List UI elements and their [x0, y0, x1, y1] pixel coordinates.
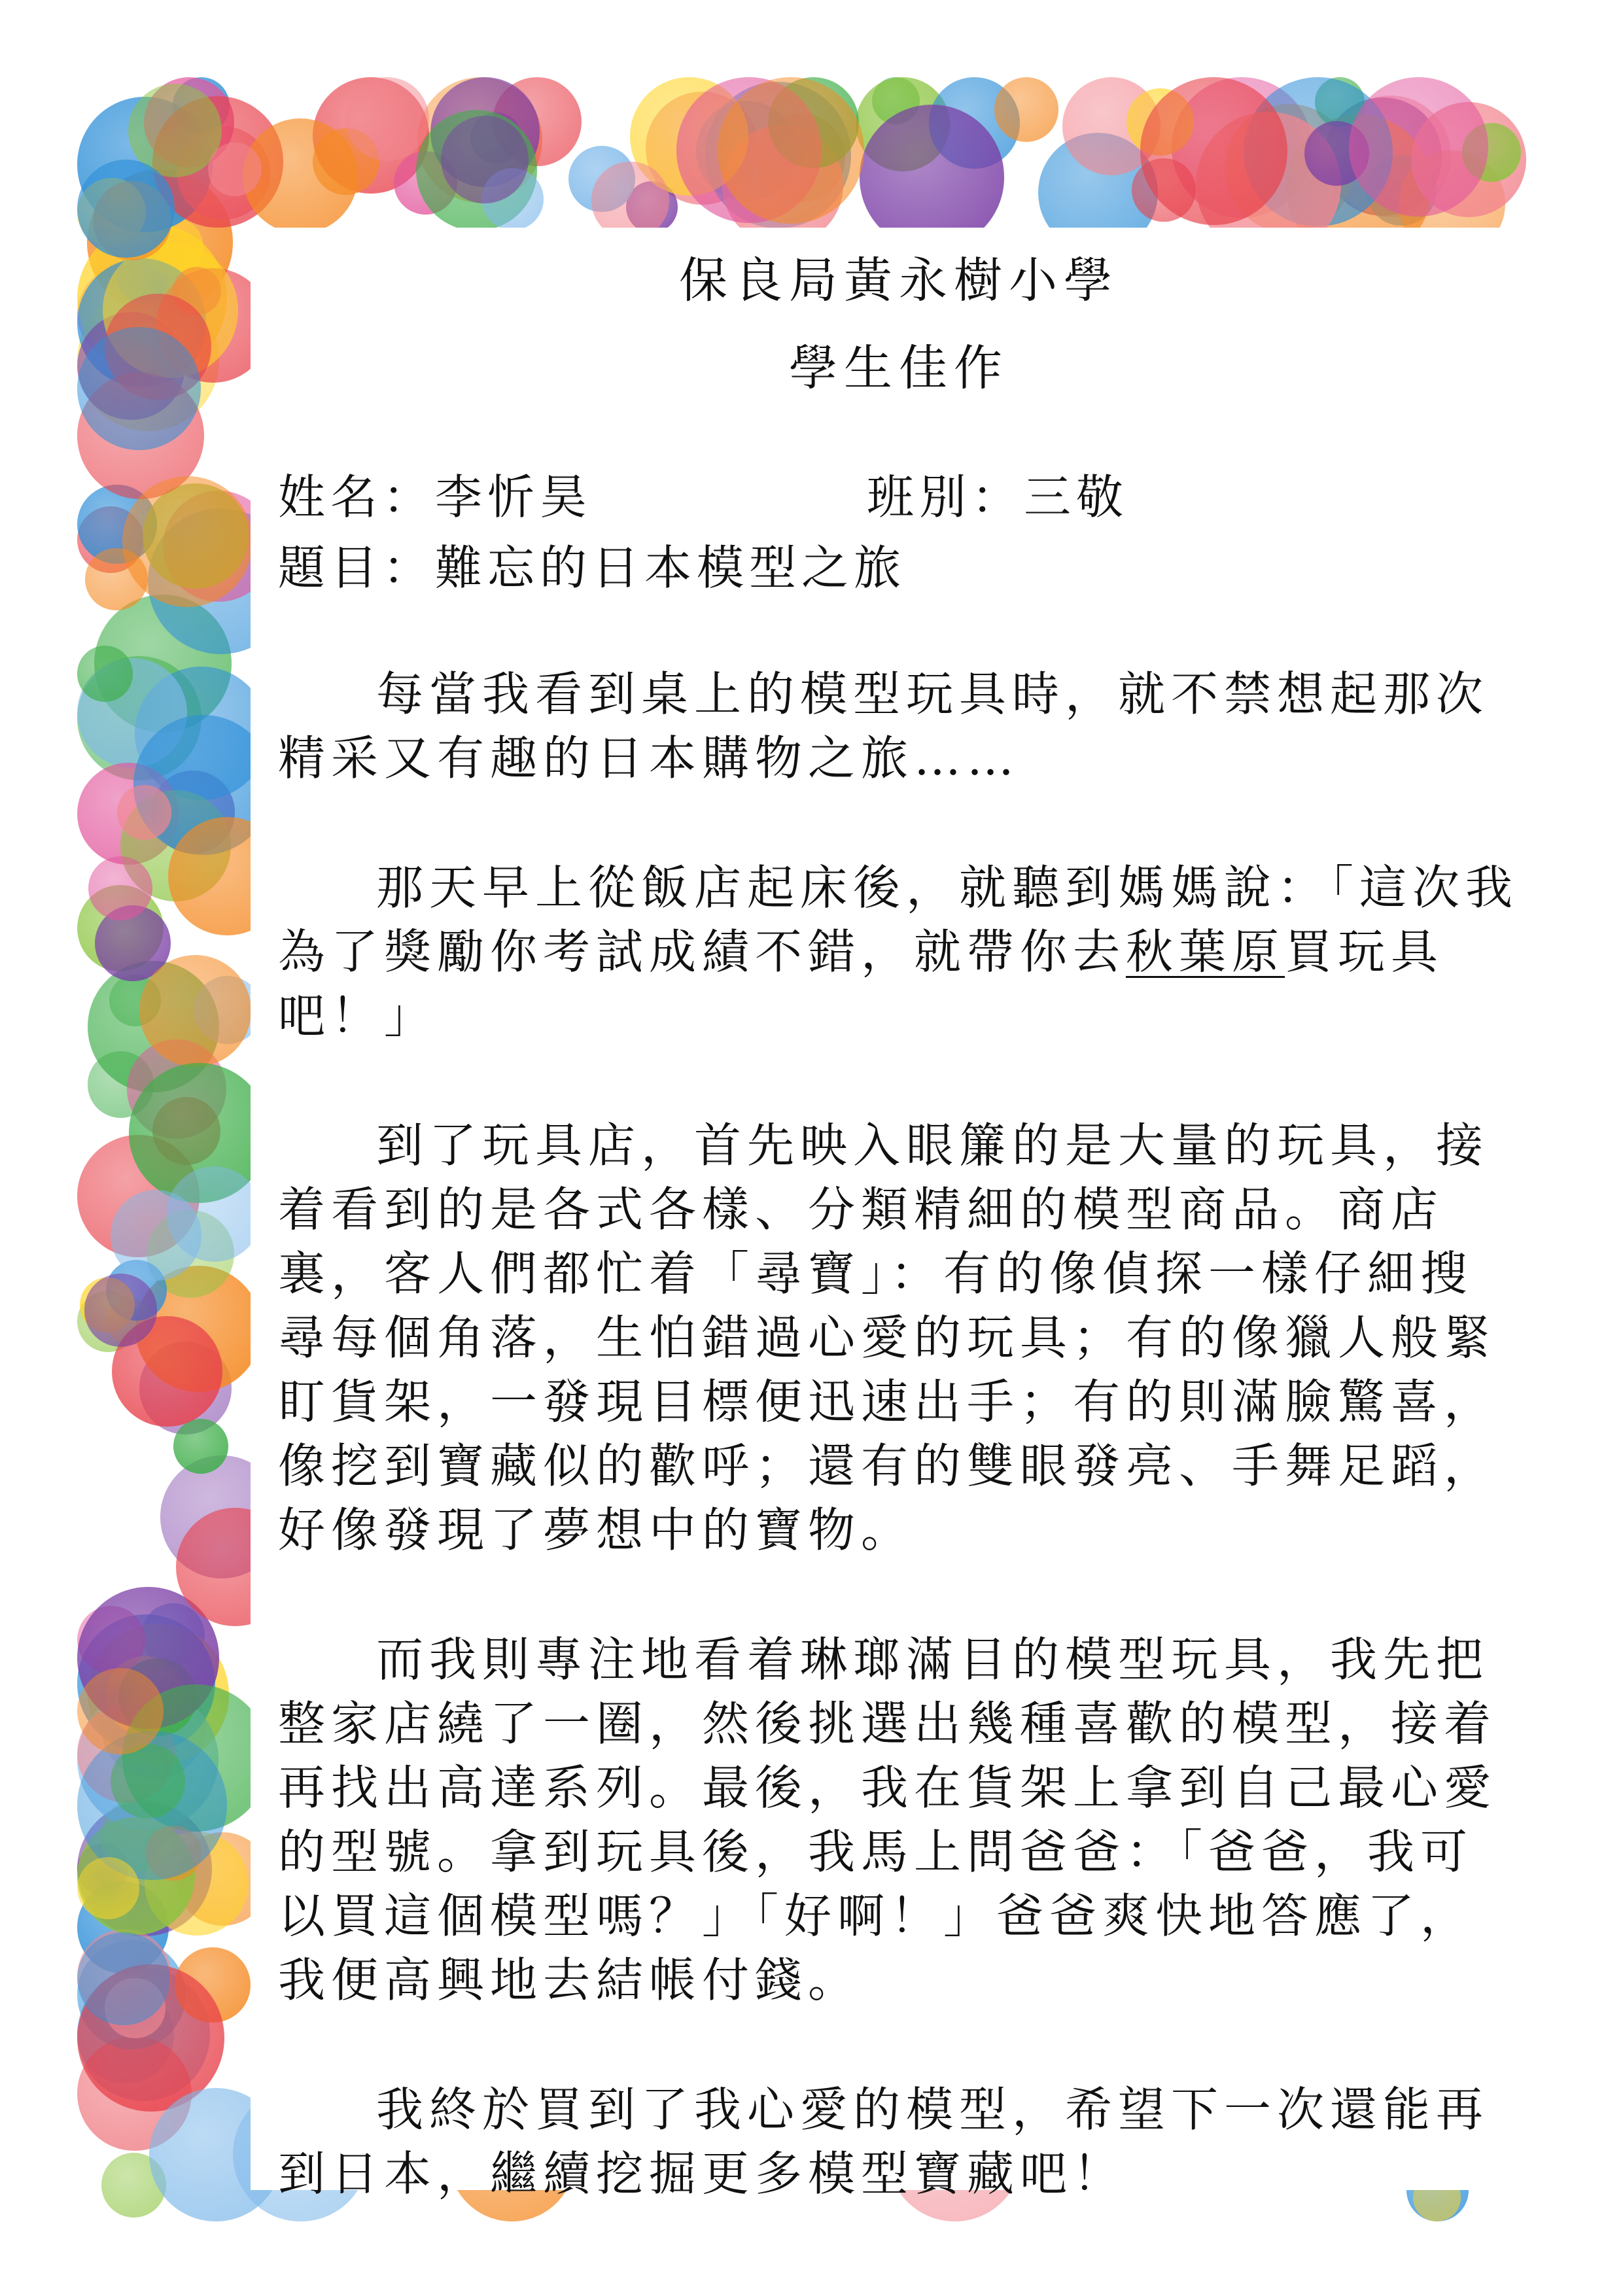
decorative-dot: [77, 327, 201, 451]
decorative-dot: [167, 1166, 262, 1262]
essay-paper: [251, 228, 1526, 2201]
decorative-dot: [173, 1419, 228, 1474]
decorative-dot: [77, 1932, 170, 2025]
decorative-dot: [111, 1744, 185, 1818]
decorative-dot: [84, 1274, 158, 1347]
decorative-dot: [345, 77, 429, 161]
paragraph-5: 我終於買到了我心愛的模型，希望下一次還能再到日本，繼續挖掘更多模型寶藏吧！: [278, 2082, 1490, 2201]
decorative-dot: [718, 77, 864, 224]
topic-row: [278, 532, 1520, 603]
decorative-dot: [88, 856, 152, 920]
decorative-dot: [1349, 77, 1488, 217]
paragraph-3: 到了玩具店，首先映入眼簾的是大量的玩具，接着看到的是各式各樣、分類精細的模型商品。商店裏，客人們都忙着「尋寶」：有的像偵探一樣仔細搜尋每個角落，生怕錯過心愛的玩具；有的像獵人般緊盯貨架，一發現目標便迅速出手；有的則滿臉驚喜，像挖到寶藏似的歡呼；還有的雙眼發亮、手舞足蹈，好像發現了夢想中的寶物。: [278, 1118, 1497, 1557]
paragraph-2-text-a: 那天早上從飯店起床後，就聽到媽媽說：「這次我為了獎勵你考試成績不錯，就帶你去: [278, 860, 1519, 979]
essay-topic: 難忘的日本模型之旅: [435, 540, 907, 595]
class-label: 班別：: [867, 470, 1024, 525]
watercolor-dot-border: [77, 77, 1539, 2221]
paragraph-2: [278, 856, 1520, 1048]
name-row: [278, 462, 1520, 532]
decorative-dot: [77, 1857, 139, 1919]
paragraph-4: 而我則專注地看着琳瑯滿目的模型玩具，我先把整家店繞了一圈，然後挑選出幾種喜歡的模型，接着再找出高達系列。最後，我在貨架上拿到自己最心愛的型號。拿到玩具後，我馬上問爸爸：「爸爸，我可以買這個模型嗎？」「好啊！」爸爸爽快地答應了，我便高興地去結帳付錢。: [278, 1632, 1497, 2008]
student-info: [278, 462, 1520, 603]
topic-label: 題目：: [278, 540, 436, 595]
decorative-dot: [77, 160, 175, 257]
paragraph-2-text-b: 買玩具吧！」: [278, 924, 1444, 1043]
decorative-dot: [77, 646, 133, 701]
page-subtitle: 學生佳作: [789, 340, 1009, 396]
decorative-dot: [117, 785, 172, 840]
class-name: 三敬: [1024, 470, 1129, 525]
student-name: 李忻昊: [435, 470, 593, 525]
school-name: 保良局黃永樹小學: [679, 252, 1119, 309]
paragraph-1: 每當我看到桌上的模型玩具時，就不禁想起那次精采又有趣的日本購物之旅……: [278, 667, 1490, 786]
essay-body: [278, 662, 1520, 2206]
decorative-dot: [77, 1668, 164, 1754]
decorative-dot: [1140, 77, 1288, 225]
place-name-akihabara: 秋葉原: [1126, 924, 1285, 979]
decorative-dot: [994, 77, 1059, 142]
decorative-dot: [122, 476, 253, 606]
decorative-dot: [441, 116, 529, 203]
name-label: 姓名：: [278, 470, 436, 525]
decorative-dot: [208, 143, 262, 196]
decorative-dot: [139, 955, 251, 1067]
